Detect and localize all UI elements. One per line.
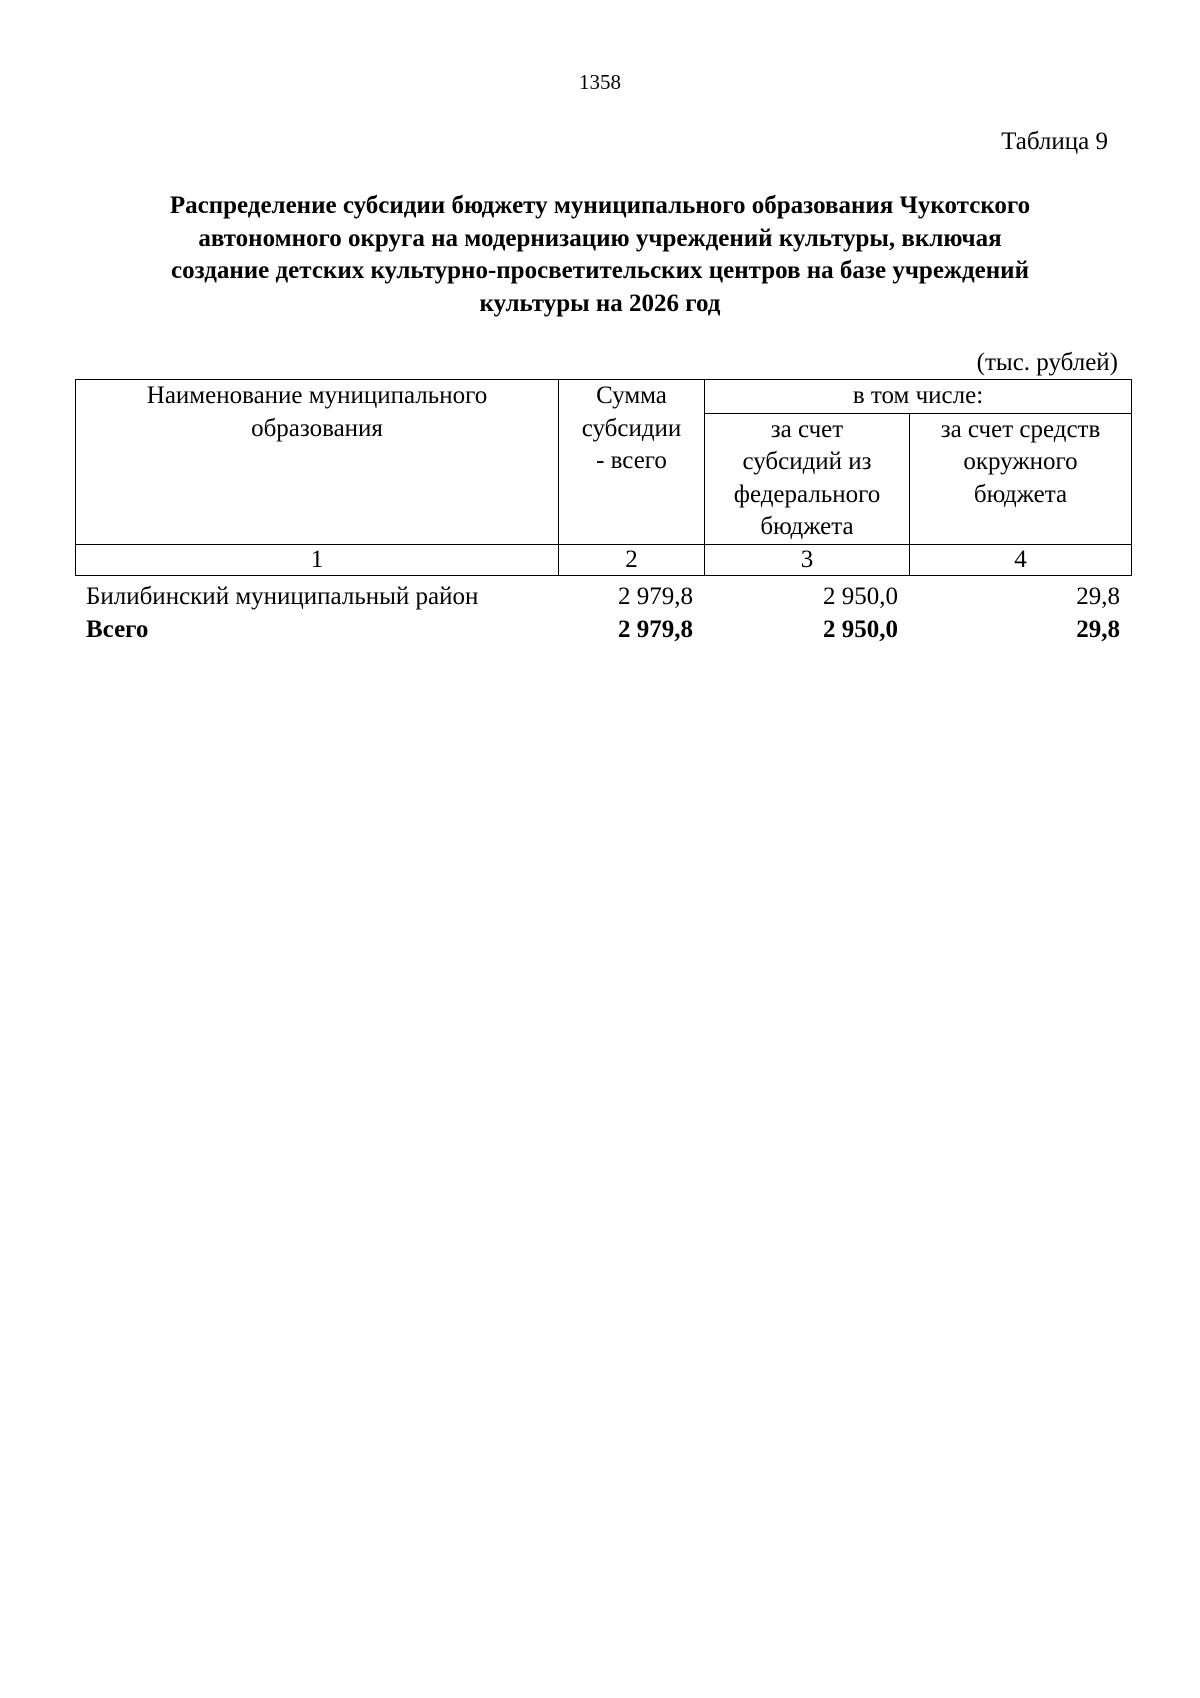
- title-line: Распределение субсидии бюджету муниципального образования Чукотского: [169, 192, 1031, 219]
- header-text-line: за счет: [770, 415, 844, 443]
- header-subsidy-total: [559, 380, 705, 545]
- header-text-line: бюджета: [760, 513, 854, 540]
- header-federal: [705, 413, 910, 544]
- title-line: культуры на 2026 год: [479, 289, 721, 317]
- total-subsidy-value: 2 979,8: [618, 616, 693, 643]
- total-label: Всего: [86, 616, 149, 643]
- title-line: автономного округа на модернизацию учреждений культуры, включая: [198, 224, 1002, 252]
- units-note: (тыс. рублей): [976, 349, 1118, 376]
- header-text-line: Наименование муниципального: [146, 382, 488, 409]
- total-federal-value: 2 950,0: [823, 616, 898, 643]
- data-table: [75, 580, 1131, 646]
- federal-value: 2 950,0: [823, 583, 898, 610]
- header-text-line: окружного: [963, 448, 1078, 475]
- title-line: создание детских культурно-просветительских центров на базе учреждений: [171, 257, 1029, 284]
- header-text-line: Сумма: [596, 382, 667, 409]
- header-text-line: бюджета: [973, 480, 1068, 508]
- header-text-line: - всего: [596, 447, 667, 474]
- header-text-line: федерального: [733, 480, 881, 508]
- table-row: [75, 580, 1131, 613]
- column-number: 4: [910, 544, 1132, 575]
- total-district-value: 29,8: [1076, 616, 1120, 643]
- column-number: 3: [705, 544, 910, 575]
- column-number-row: [76, 544, 1132, 575]
- district-value: 29,8: [1076, 583, 1120, 610]
- column-number: 2: [559, 544, 705, 575]
- municipality-name: Билибинский муниципальный район: [86, 583, 479, 610]
- total-row: [75, 613, 1131, 646]
- header-text-line: субсидий из: [742, 448, 872, 475]
- header-text-line: субсидии: [581, 414, 682, 442]
- header-text-line: образования: [251, 414, 383, 442]
- document-title: [100, 190, 1100, 320]
- header-including-group: в том числе:: [705, 380, 1132, 414]
- header-text-line: за счет средств: [940, 415, 1101, 443]
- column-number: 1: [76, 544, 559, 575]
- header-table: [75, 379, 1132, 576]
- header-district: [910, 413, 1132, 544]
- subsidy-total-value: 2 979,8: [618, 583, 693, 610]
- header-municipality: [76, 380, 559, 545]
- page-number: 1358: [579, 70, 621, 94]
- table-label: Таблица 9: [1001, 128, 1108, 155]
